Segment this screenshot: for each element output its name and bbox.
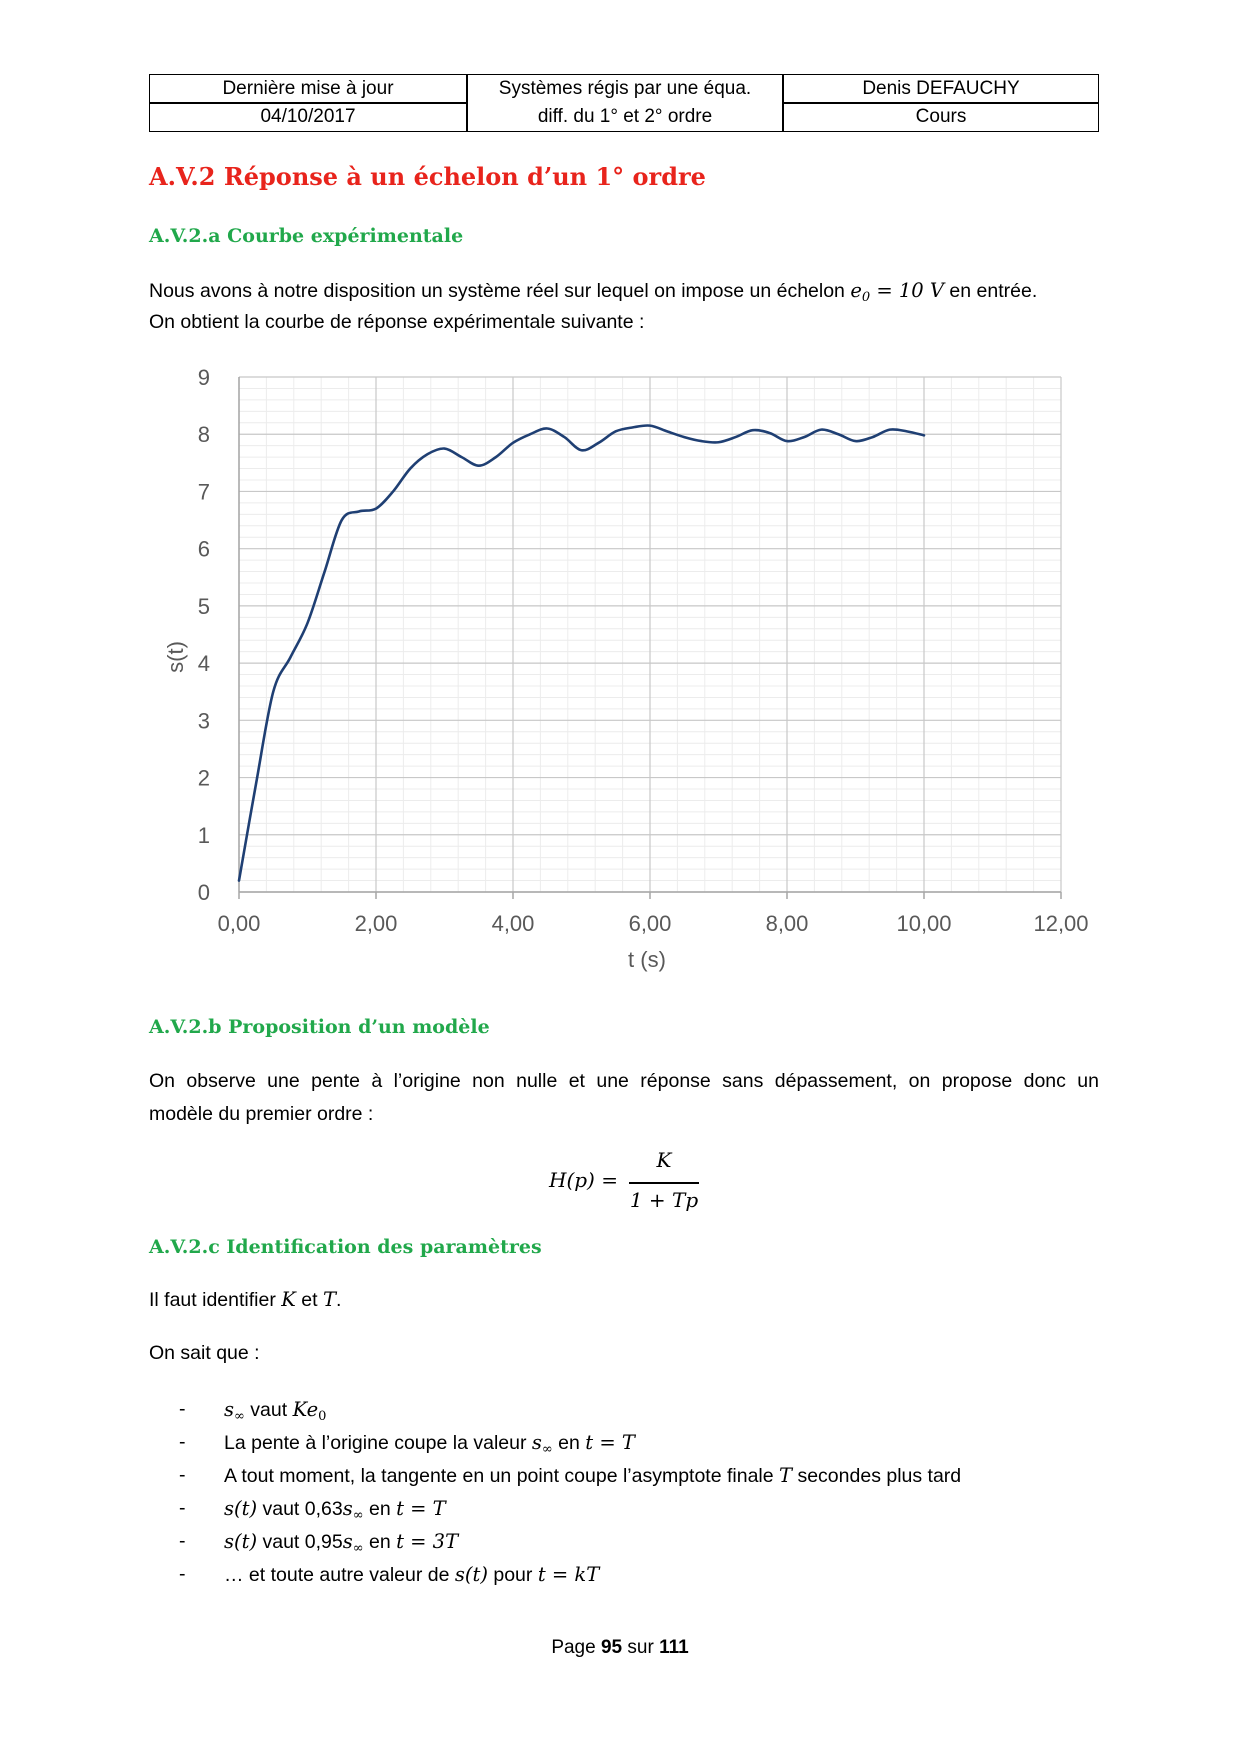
- list-item: - $s_\infty$ vaut $Ke_0$: [179, 1398, 327, 1424]
- list-item: - s(t) vaut $0,63s_\infty$ en t = T: [179, 1497, 446, 1523]
- x-tick-label: 2,00: [354, 911, 398, 936]
- header-subject-line1: Systèmes régis par une équa.: [498, 78, 752, 99]
- header-author: Denis DEFAUCHY: [862, 78, 1020, 99]
- subsection-a-title: A.V.2.a Courbe expérimentale: [149, 225, 464, 247]
- page-total: 111: [659, 1637, 689, 1658]
- x-tick-label: 10,00: [896, 911, 952, 936]
- formula-numerator: K: [656, 1148, 672, 1172]
- y-tick-label: 0: [197, 880, 210, 905]
- paragraph-a-text-after: en entrée.: [949, 280, 1038, 302]
- math-e0: $e_0 = 10$ V: [850, 279, 944, 305]
- header-divider: [782, 102, 1098, 104]
- list-item: - A tout moment, la tangente en un point coupe l’asymptote finale T secondes plus tard: [179, 1464, 962, 1487]
- formula-denominator: 1 + Tp: [629, 1188, 699, 1212]
- math-t: T: [322, 1288, 336, 1311]
- y-tick-label: 8: [197, 422, 210, 448]
- header-table: [149, 74, 1099, 132]
- y-tick-label: 7: [197, 479, 210, 505]
- response-chart: [149, 355, 1099, 990]
- fraction-bar: [629, 1182, 699, 1184]
- chart-y-ticks: [198, 365, 210, 905]
- x-tick-label: 12,00: [1033, 911, 1089, 936]
- paragraph-c-line1: Il faut identifier K et T.: [149, 1288, 342, 1311]
- subsection-b-title: A.V.2.b Proposition d’un modèle: [149, 1016, 490, 1038]
- paragraph-c-line2: On sait que :: [149, 1342, 260, 1364]
- chart-grid-major: [239, 377, 1061, 892]
- y-tick-label: 6: [197, 536, 210, 562]
- paragraph-b-line2: modèle du premier ordre :: [149, 1103, 374, 1125]
- math-k: K: [281, 1288, 296, 1311]
- subsection-c-title: A.V.2.c Identification des paramètres: [149, 1236, 542, 1258]
- list-item: - … et toute autre valeur de s(t) pour t = kT: [179, 1563, 600, 1586]
- y-tick-label: 3: [197, 708, 210, 734]
- x-tick-label: 6,00: [628, 911, 672, 936]
- y-tick-label: 2: [197, 765, 210, 791]
- paragraph-a-line2: On obtient la courbe de réponse expérimentale suivante :: [149, 311, 645, 333]
- section-title: A.V.2 Réponse à un échelon d’un 1° ordre: [149, 162, 706, 191]
- y-tick-label: 5: [197, 593, 210, 619]
- paragraph-b-line1: On observe une pente à l’origine non nulle et une réponse sans dépassement, on propose donc un: [149, 1070, 1099, 1092]
- properties-list: [179, 1393, 1099, 1591]
- header-updated-date: 04/10/2017: [260, 106, 356, 127]
- y-tick-label: 4: [197, 651, 210, 677]
- header-divider: [150, 102, 466, 104]
- chart-x-label: t (s): [628, 947, 666, 972]
- header-subject-line2: diff. du 1° et 2° ordre: [537, 106, 713, 127]
- x-tick-label: 4,00: [491, 911, 535, 936]
- x-tick-label: 0,00: [217, 911, 261, 936]
- chart-x-ticks: [218, 892, 1089, 936]
- list-item: - s(t) vaut $0,95s_\infty$ en t = 3T: [179, 1530, 459, 1556]
- paragraph-a-text-before: Nous avons à notre disposition un système réel sur lequel on impose un échelon: [149, 280, 845, 302]
- chart-y-label: s(t): [163, 641, 188, 673]
- formula-lhs: H(p) =: [549, 1168, 618, 1192]
- list-item: - La pente à l’origine coupe la valeur $s_\infty$ en t = T: [179, 1431, 635, 1457]
- header-doc-type: Cours: [915, 106, 967, 127]
- paragraph-a-line1: [149, 274, 1099, 308]
- y-tick-label: 9: [197, 365, 210, 390]
- header-updated-label: Dernière mise à jour: [222, 78, 394, 99]
- page-footer: Page 95 sur 111: [551, 1637, 689, 1658]
- page-number: 95: [600, 1637, 623, 1658]
- transfer-function-formula: [549, 1148, 699, 1218]
- y-tick-label: 1: [197, 822, 210, 848]
- x-tick-label: 8,00: [765, 911, 809, 936]
